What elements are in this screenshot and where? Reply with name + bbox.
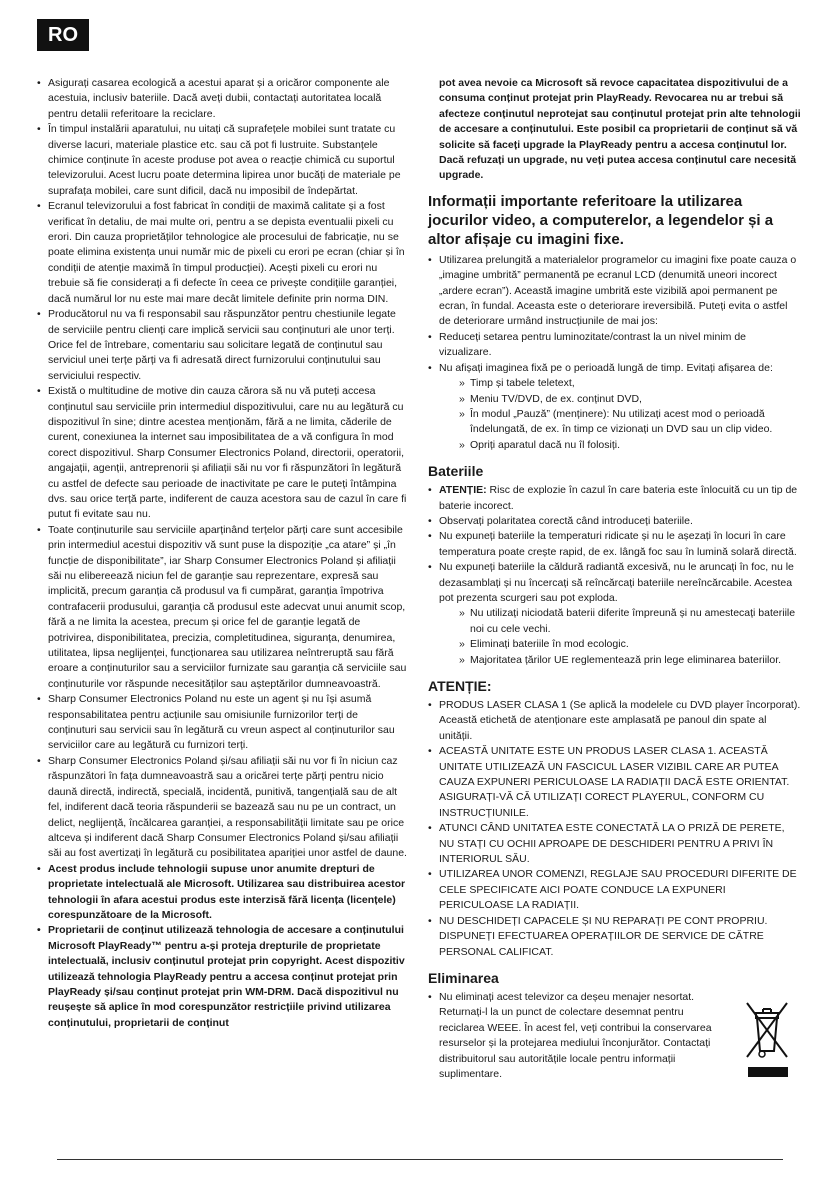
list-item: • ACEASTĂ UNITATE ESTE UN PRODUS LASER CLASA 1. ACEASTĂ UNITATE UTILIZEAZĂ UN FASCICUL LASER VIZIBIL CARE AR PUTEA CAUZA EXPUNERI PERICULOASE LA RADIAȚII DACĂ ESTE ORIENTAT. ASIGURAȚI-VĂ CĂ UTILIZAȚI CORECT PLAYERUL, CONFORM CU INSTRUCȚIUNILE.	[428, 744, 801, 821]
list-item: • UTILIZAREA UNOR COMENZI, REGLAJE SAU PROCEDURI DIFERITE DE CELE SPECIFICATE AICI POATE CONDUCE LA EXPUNERI PERICULOASE LA RADIAȚII.	[428, 867, 801, 913]
language-tab: RO	[37, 19, 89, 51]
list-item: • Observați polaritatea corectă când introduceți bateriile.	[428, 514, 801, 529]
microsoft-ip-notice: • Acest produs include tehnologii supuse unor anumite drepturi de proprietate intelectuală ale Microsoft. Utilizarea sau distribuirea acestor tehnologii în afara acestui produs este interzisă fără licența (licențele) corespunzătoare de la Microsoft.	[37, 862, 408, 924]
disposal-list	[428, 990, 724, 1082]
list-item: • Asigurați casarea ecologică a acestui aparat și a oricăror componente ale acestuia, inclusiv bateriile. Dacă aveți dubii, contactați autoritatea locală pentru detalii referitoare la reciclare.	[37, 76, 408, 122]
section-heading-static-images: Informații importante referitoare la utilizarea jocurilor video, a computerelor, a legendelor și a altor afișaje cu imagini fixe.	[428, 192, 774, 248]
section-heading-caution: ATENȚIE:	[428, 678, 492, 694]
sub-item: » Timp și tabele teletext,	[439, 376, 801, 391]
sub-list	[439, 606, 801, 668]
list-item: • Reduceți setarea pentru luminozitate/contrast la un nivel minim de vizualizare.	[428, 330, 801, 361]
sub-item: » Majoritatea țărilor UE reglementează prin lege eliminarea bateriilor.	[439, 653, 801, 668]
sub-item: » În modul „Pauză” (menținere): Nu utilizați acest mod o perioadă îndelungată, de ex. în timp ce vizionați un DVD sau un clip video.	[439, 407, 801, 438]
warning-text: Risc de explozie în cazul în care bateria este înlocuită cu un tip de baterie incorect.	[439, 484, 798, 512]
list-item: • Nu expuneți bateriile la temperaturi ridicate și nu le așezați în locuri în care temperatura poate crește rapid, de ex. lângă foc sau în lumină solară directă.	[428, 529, 801, 560]
section-heading-batteries: Bateriile	[428, 463, 484, 480]
safety-notes-list	[37, 76, 408, 1031]
batteries-list	[428, 483, 801, 668]
list-item: • Producătorul nu va fi responsabil sau răspunzător pentru chestiunile legate de serviciile pentru clienți care implică servicii sau conținuturi ale unor terți. Orice fel de întrebare, comentariu sau solicitare legată de conținutul sau serviciul unei terțe părți va fi adresată direct furnizorului conținutului sau serviciului respectiv.	[37, 307, 408, 384]
footer-rule	[57, 1159, 783, 1160]
list-item: • Toate conținuturile sau serviciile aparținând terțelor părți care sunt accesibile prin intermediul acestui dispozitiv vă sunt puse la dispoziție „ca atare” și „în funcție de disponibilitate”, iar Sharp Consumer Electronics Poland și afiliații săi nu elibereează niciun fel de garanție sau reprezentare, expresă sau implicită, precum garanția că produsul va fi cumpărat, garanția împotriva contrafacerii produsului, garanția că produsul este adecvat unui anumit scop, fără a ne limita la acestea, precum și orice fel de garanție legată de potrivirea, disponibilitatea, precizia, completitudinea, siguranța, denumirea, utilitatea, lipsa neglijenței, funcționarea sau utilizarea neîntreruptă sau fără eroare a conținuturilor sau a serviciilor furnizate sau garanția că serviciile sau conținuturile vor răspunde necesităților sau așteptărilor dumneavoastră.	[37, 523, 408, 692]
disposal-block	[428, 990, 801, 1082]
weee-crossed-bin-icon	[743, 999, 793, 1081]
list-item	[428, 361, 801, 453]
playready-notice: • Proprietarii de conținut utilizează tehnologia de accesare a conținutului Microsoft PlayReady™ pentru a-și proteja drepturile de proprietate intelectuală, inclusiv conținutul protejat prin copyright. Acest dispozitiv utilizează tehnologia PlayReady pentru a accesa conținut protejat prin PlayReady și/sau conținut protejat prin WM-DRM. Dacă dispozitivul nu reușește să aplice în mod corespunzător restricțiile privind utilizarea conținutului, proprietarii de conținut	[37, 923, 408, 1031]
sub-list	[439, 376, 801, 453]
list-item	[428, 560, 801, 668]
list-item: • Nu eliminați acest televizor ca deșeu menajer nesortat. Returnați-l la un punct de colectare desemnat pentru reciclarea WEEE. În acest fel, veți contribui la conservarea resurselor și la protejarea mediului înconjurător. Contactați distribuitorul sau autoritățile locale pentru informații suplimentare.	[428, 990, 724, 1082]
sub-item: » Eliminați bateriile în mod ecologic.	[439, 637, 801, 652]
list-item: • ATUNCI CÂND UNITATEA ESTE CONECTATĂ LA O PRIZĂ DE PERETE, NU STAȚI CU OCHII APROAPE DE DESCHIDERI PENTRU A PRIVI ÎN INTERIORUL SĂU.	[428, 821, 801, 867]
warning-label: ATENȚIE:	[439, 484, 487, 497]
sub-item: » Meniu TV/DVD, de ex. conținut DVD,	[439, 392, 801, 407]
list-item: • Ecranul televizorului a fost fabricat în condiții de maximă calitate și a fost verificat în detaliu, de mai multe ori, pentru a se depista eventualii pixeli cu erori. Din cauza proprietăților tehnologice ale procesului de fabricație, nu se poate elimina existența unui număr mic de pixeli cu erori pe ecran (chiar și în condiții de atenție maximă în timpul producției). Acești pixeli cu erori nu trebuie să fie considerați a fi defecte în ceea ce privește condițiile garanției, dacă numărul lor nu este mai mare decât limitele definite prin norma DIN.	[37, 199, 408, 307]
list-item-text: Nu afișați imaginea fixă pe o perioadă lungă de timp. Evitați afișarea de:	[439, 361, 773, 374]
battery-warning	[428, 483, 801, 514]
left-column	[37, 76, 408, 1031]
list-item: • NU DESCHIDEȚI CAPACELE ȘI NU REPARAȚI PE CONT PROPRIU. DISPUNEȚI EFECTUAREA OPERAȚIILOR DE SERVICE DE CĂTRE PERSONAL CALIFICAT.	[428, 914, 801, 960]
section-heading-disposal: Eliminarea	[428, 969, 499, 986]
list-item: • Utilizarea prelungită a materialelor programelor cu imagini fixe poate cauza o „imagine umbrită” permanentă pe ecranul LCD (denumită uneori incorect „ardere ecran”). Această imagine umbrită este vizibilă apoi permanent pe ecran, în fundal. Aceasta este o deteriorare ireversibilă. Puteți evita o astfel de deteriorare urmând instrucțiunile de mai jos:	[428, 253, 801, 330]
sub-item: » Opriți aparatul dacă nu îl folosiți.	[439, 438, 801, 453]
caution-list	[428, 698, 801, 960]
list-item: • În timpul instalării aparatului, nu uitați că suprafețele mobilei sunt tratate cu diverse lacuri, materiale plastice etc. sau că pot fi lustruite. Substanțele chimice conținute în aceste produse pot avea o reacție chimică cu suportul televizorului. Acest lucru poate determina lipirea unor bucăți de materiale pe suprafața mobilei, care sunt dificil, dacă nu imposibil de îndepărtat.	[37, 122, 408, 199]
list-item: • PRODUS LASER CLASA 1 (Se aplică la modelele cu DVD player încorporat). Această etichetă de atenționare este amplasată pe panoul din spate al unității.	[428, 698, 801, 744]
list-item: • Există o multitudine de motive din cauza cărora să nu vă puteți accesa conținutul sau serviciile prin intermediul dispozitivului, care nu au legătură cu dispozitivul în sine; dintre acestea menționăm, fără a ne limita, căderile de curent, conexiunea la internet sau imposibilitatea de a vă configura în mod corect dispozitivul. Sharp Consumer Electronics Poland, directorii, operatorii, angajații, agenții, antreprenorii și afiliații săi nu vor fi răspunzători în legătură cu astfel de defecte sau perioade de inactivitate pe care le puteți întâmpina dvs. sau orice terță parte, indiferent de cauza acestora sau de cazul în care fi putut fi evitate sau nu.	[37, 384, 408, 523]
right-column	[428, 76, 801, 1082]
playready-notice-continued: pot avea nevoie ca Microsoft să revoce capacitatea dispozitivului de a consuma conținut protejat prin PlayReady. Revocarea nu ar trebui să afecteze conținutul neprotejat sau conținutul protejat prin alte tehnologii de accesare a conținutului. Este posibil ca proprietarii de conținut să vă solicite să faceți upgrade la PlayReady pentru a accesa conținutul lor. Dacă refuzați un upgrade, nu veți putea accesa conținutul care necesită upgrade.	[439, 77, 801, 182]
list-item: • Sharp Consumer Electronics Poland și/sau afiliații săi nu vor fi în niciun caz răspunzători în fața dumneavoastră sau a oricărei terțe părți pentru nicio daună directă, indirectă, specială, incidentă, punitivă, tangențială sau de alt fel, indiferent dacă teoria răspunderii se bazează sau nu pe un contract, un delict, neglijență, încălcarea garanției, a responsabilității limitate sau pe orice altceva și indiferent dacă Sharp Consumer Electronics Poland și/sau afiliații săi au fost avertizați în legătură cu posibilitatea apariției unor astfel de daune.	[37, 754, 408, 862]
static-images-list	[428, 253, 801, 453]
sub-item: » Nu utilizați niciodată baterii diferite împreună și nu amestecați bateriile noi cu cele vechi.	[439, 606, 801, 637]
list-item: • Sharp Consumer Electronics Poland nu este un agent și nu își asumă responsabilitatea pentru acțiunile sau omisiunile furnizorilor terți de conținuturi sau servicii sau în legătură cu vreun aspect al conținuturilor sau serviciilor care au legătură cu furnizori terți.	[37, 692, 408, 754]
list-item-text: Nu expuneți bateriile la căldură radiantă excesivă, nu le aruncați în foc, nu le dezasamblați și nu încercați să reîncărcați bateriile nereîncărcabile. Acestea pot prezenta scurgeri sau pot exploda.	[439, 561, 794, 604]
